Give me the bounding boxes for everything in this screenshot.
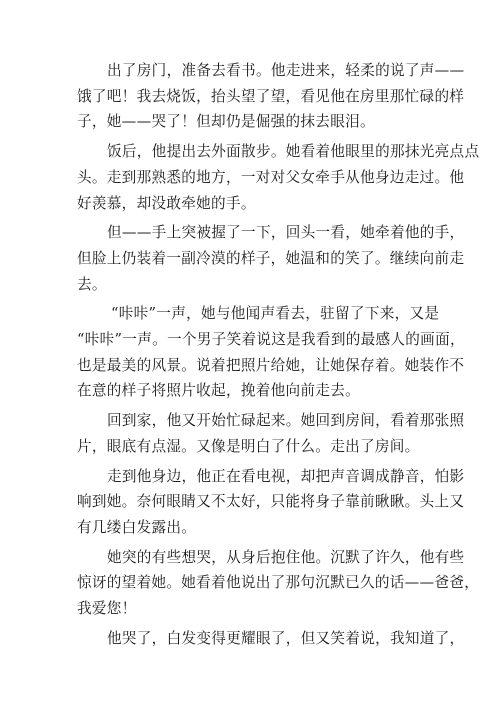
text-line: 但脸上仍装着一副冷漠的样子，她温和的笑了。继续向前走 (77, 249, 465, 267)
text-line: 片，眼底有点湿。又像是明白了什么。走出了房间。 (77, 437, 420, 455)
text-line: 回到家，他又开始忙碌起来。她回到房间，看着那张照 (107, 412, 465, 430)
text-line: 惊讶的望着她。她看着他说出了那句沉默已久的话——爸爸， (77, 574, 480, 592)
paragraph-8 (77, 626, 465, 652)
text-line: 走到他身边，他正在看电视，却把声音调成静音，怕影 (107, 467, 465, 485)
paragraph-2 (77, 139, 480, 216)
paragraph-7 (77, 545, 480, 622)
text-line: 饿了吧！我去烧饭，抬头望了望，看见他在房里那忙碌的样 (77, 87, 465, 105)
text-line: 在意的样子将照片收起，挽着他向前走去。 (77, 382, 360, 400)
text-line: “咔咔”一声。一个男子笑着说这是我看到的最感人的画面， (77, 331, 465, 349)
text-line: 也是最美的风景。说着把照片给她，让她保存着。她装作不 (77, 356, 465, 374)
text-line: 她突的有些想哭，从身后抱住他。沉默了许久，他有些 (107, 548, 465, 566)
paragraph-3 (77, 220, 465, 297)
text-line: 出了房门，准备去看书。他走进来，轻柔的说了声—— (107, 62, 465, 79)
text-line: 他哭了，白发变得更耀眼了，但又笑着说，我知道了， (107, 629, 465, 647)
text-line: 但——手上突被握了一下，回头一看，她牵着他的手， (107, 224, 465, 242)
text-line: “咔咔”一声，她与他闻声看去，驻留了下来，又是 (111, 305, 440, 323)
document-body (77, 58, 480, 655)
text-line: 我爱您！ (77, 600, 137, 618)
paragraph-5 (77, 408, 465, 459)
text-line: 饭后，他提出去外面散步。她看着他眼里的那抹光亮点点 (107, 143, 480, 161)
text-line: 响到她。奈何眼睛又不太好，只能将身子靠前瞅瞅。头上又 (77, 493, 465, 511)
paragraph-6 (77, 464, 465, 541)
paragraph-4 (77, 301, 465, 404)
text-line: 子，她——哭了！但却仍是倔强的抹去眼泪。 (77, 113, 375, 131)
text-line: 好羡慕，却没敢牵她的手。 (77, 194, 256, 212)
paragraph-1 (77, 58, 465, 135)
text-line: 头。走到那熟悉的地方，一对对父女牵手从他身边走过。他 (77, 168, 465, 186)
text-line: 有几缕白发露出。 (77, 518, 197, 536)
text-line: 去。 (77, 275, 107, 293)
